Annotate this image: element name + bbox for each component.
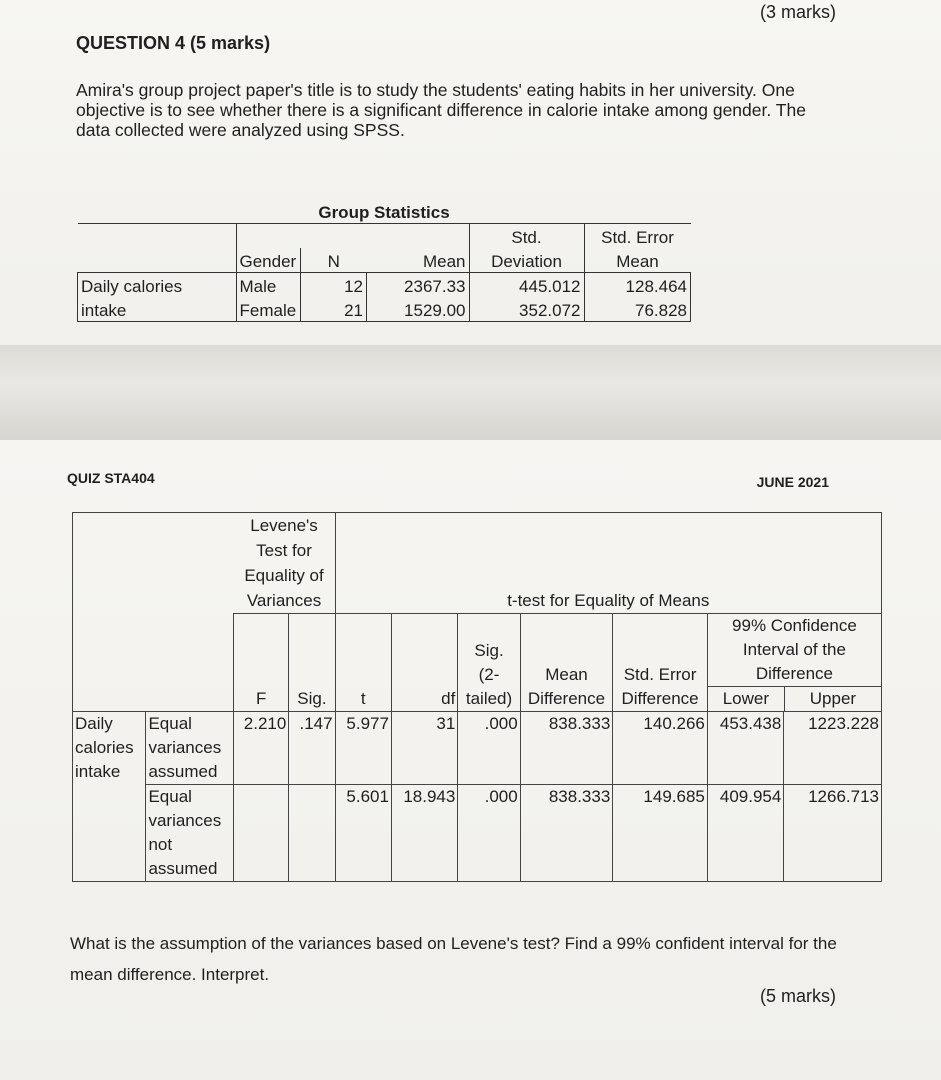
header-mean: Mean (367, 248, 470, 273)
header-std-dev-2: Deviation (469, 248, 584, 273)
variable-label: Daily calories (78, 273, 237, 298)
header-lower: Lower (708, 687, 785, 711)
levene-header: Levene's Test for Equality of Variances (233, 513, 335, 614)
header-mean-difference: Mean Difference (520, 614, 613, 712)
table-row: Equal variances not assumed 5.601 18.943 .000 838.333 149.685 409.954 1266.713 (73, 785, 882, 882)
quiz-label: QUIZ STA404 (67, 470, 155, 486)
marks-label-top: (3 marks) (760, 2, 836, 22)
header-t: t (335, 614, 391, 712)
header-std-err-1: Std. Error (601, 228, 674, 247)
variable-label-2: intake (78, 297, 237, 322)
date-label: JUNE 2021 (756, 474, 829, 490)
ttest-header: t-test for Equality of Means (335, 513, 881, 614)
header-confidence-interval: 99% Confidence Interval of the Difference Lower Upper (707, 614, 881, 712)
row-label-equal-not-assumed: Equal variances not assumed (146, 785, 234, 882)
table-row: Daily calories Male 12 2367.33 445.012 128.464 (78, 273, 691, 298)
header-std-dev-1: Std. (469, 224, 584, 249)
header-sig: Sig. (289, 614, 335, 712)
header-n: N (301, 248, 367, 273)
header-std-error-difference: Std. Error Difference (613, 614, 708, 712)
question-text: What is the assumption of the variances based on Levene's test? Find a 99% confident interval for the mean difference. Interpret. (70, 934, 837, 984)
header-upper: Upper (809, 689, 857, 708)
header-df: df (391, 614, 457, 712)
marks-label-bottom: (5 marks) (760, 986, 836, 1006)
header-f: F (233, 614, 288, 712)
paper-fold (0, 345, 941, 440)
header-gender: Gender (236, 248, 301, 273)
header-std-err-2: Mean (584, 248, 691, 273)
group-statistics-table (77, 195, 691, 322)
header-sig-2tailed: Sig. (2- tailed) (458, 614, 520, 712)
table-row: intake Female 21 1529.00 352.072 76.828 (78, 297, 691, 322)
row-label-equal-assumed: Equal variances assumed (146, 712, 234, 785)
variable-label: Daily calories intake (73, 712, 146, 882)
question-title: QUESTION 4 (5 marks) (76, 33, 271, 53)
group-statistics-title: Group Statistics (78, 195, 691, 224)
independent-t-test-table (72, 512, 882, 882)
question-intro: Amira's group project paper's title is to study the students' eating habits in her university. One objective is to see whether there is a significant difference in calorie intake among gender. The data collected were analyzed using SPSS. (76, 80, 806, 140)
table-row: Daily calories intake Equal variances assumed 2.210 .147 5.977 31 .000 838.333 140.266 453.438 1223.228 (73, 712, 882, 785)
